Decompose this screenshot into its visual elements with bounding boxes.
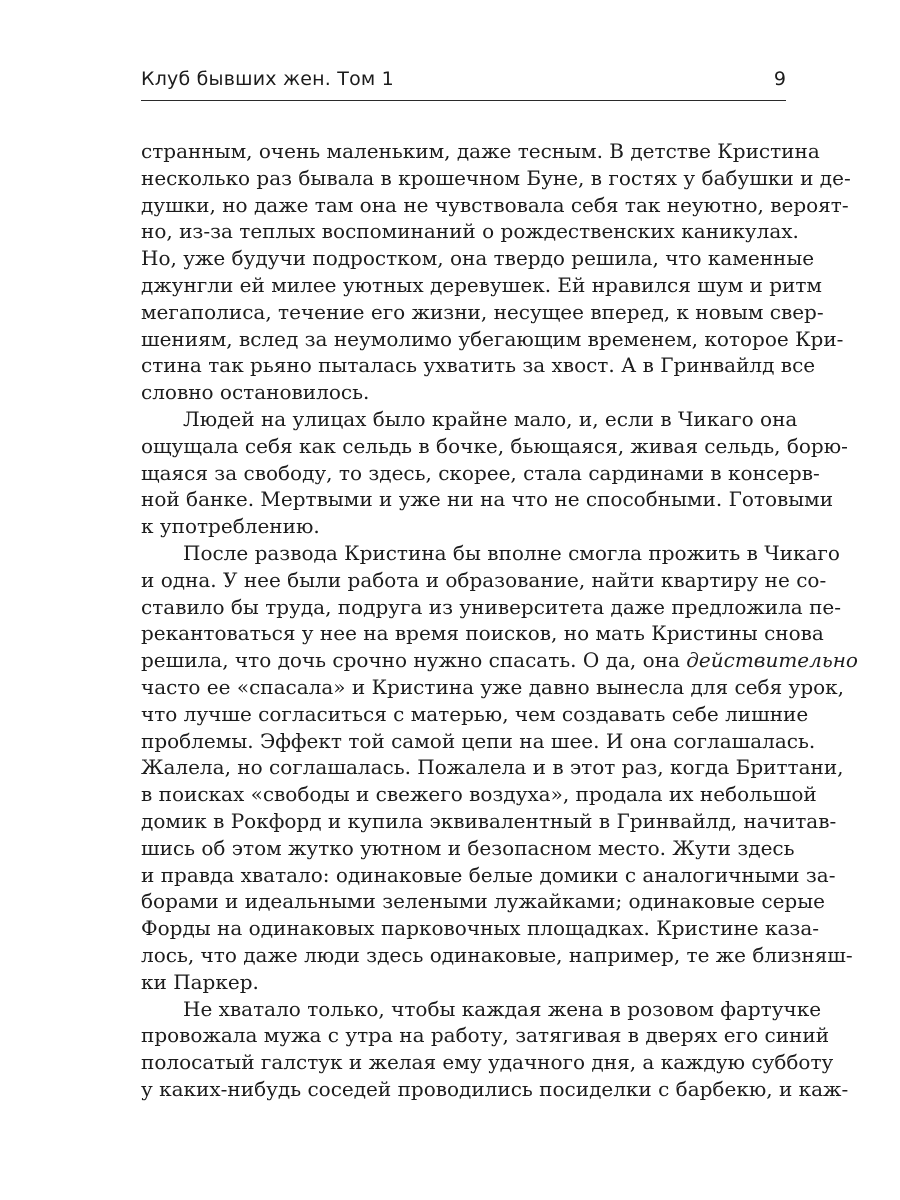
text-line: стина так рьяно пыталась ухватить за хвост. А в Гринвайлд все xyxy=(141,353,816,378)
text-line: словно остановилось. xyxy=(141,380,370,405)
running-header xyxy=(141,66,786,101)
text-line: ки Паркер. xyxy=(141,969,259,994)
text-line: рекантоваться у нее на время поисков, но мать Кристины снова xyxy=(141,621,824,646)
text-line: щаяся за свободу, то здесь, скорее, стала сардинами в консерв- xyxy=(141,460,820,485)
text-line: лось, что даже люди здесь одинаковые, например, те же близняш- xyxy=(141,942,853,967)
text-line: но, из-за теплых воспоминаний о рождественских каникулах. xyxy=(141,219,799,244)
text-line: полосатый галстук и желая ему удачного дня, а каждую субботу xyxy=(141,1050,834,1075)
text-line: в поисках «свободы и свежего воздуха», продала их небольшой xyxy=(141,782,817,807)
emphasis-word: действительно xyxy=(686,648,858,673)
text-line: Людей на улицах было крайне мало, и, если в Чикаго она xyxy=(183,406,798,431)
text-line: что лучше согласиться с матерью, чем создавать себе лишние xyxy=(141,701,809,726)
text-line: джунгли ей милее уютных деревушек. Ей нравился шум и ритм xyxy=(141,272,822,297)
text-line: провожала мужа с утра на работу, затягивая в дверях его синий xyxy=(141,1023,830,1048)
text-line: душки, но даже там она не чувствовала себя так неуютно, вероят- xyxy=(141,192,849,217)
page-number: 9 xyxy=(773,68,786,90)
text-line: Не хватало только, чтобы каждая жена в розовом фартучке xyxy=(183,996,822,1021)
text-line xyxy=(141,647,858,674)
text-line: и правда хватало: одинаковые белые домики с аналогичными за- xyxy=(141,862,836,887)
text-line: Жалела, но соглашалась. Пожалела и в этот раз, когда Бриттани, xyxy=(141,755,844,780)
text-line: домик в Рокфорд и купила эквивалентный в Гринвайлд, начитав- xyxy=(141,808,837,833)
text-line: шениям, вслед за неумолимо убегающим временем, которое Кри- xyxy=(141,326,844,351)
body-text xyxy=(141,138,858,1103)
text-line: борами и идеальными зелеными лужайками; одинаковые серые xyxy=(141,889,825,914)
text-line: шись об этом жутко уютном и безопасном место. Жути здесь xyxy=(141,835,795,860)
text-line: часто ее «спасала» и Кристина уже давно вынесла для себя урок, xyxy=(141,674,845,699)
text-fragment: решила, что дочь срочно нужно спасать. О да, она xyxy=(141,648,680,673)
text-line: Форды на одинаковых парковочных площадках. Кристине каза- xyxy=(141,916,820,941)
text-line: ощущала себя как сельдь в бочке, бьющаяся, живая сельдь, борю- xyxy=(141,433,848,458)
text-line: После развода Кристина бы вполне смогла прожить в Чикаго xyxy=(183,540,840,565)
text-line: к употреблению. xyxy=(141,514,320,539)
book-title: Клуб бывших жен. Том 1 xyxy=(141,68,394,90)
text-line: и одна. У нее были работа и образование, найти квартиру не со- xyxy=(141,567,827,592)
text-line: ставило бы труда, подруга из университета даже предложила пе- xyxy=(141,594,841,619)
text-line: у каких-нибудь соседей проводились посиделки с барбекю, и каж- xyxy=(141,1076,849,1101)
text-line: ной банке. Мертвыми и уже ни на что не способными. Готовыми xyxy=(141,487,834,512)
text-line: странным, очень маленьким, даже тесным. В детстве Кристина xyxy=(141,139,820,163)
text-line: проблемы. Эффект той самой цепи на шее. И она соглашалась. xyxy=(141,728,816,753)
text-line: Но, уже будучи подростком, она твердо решила, что каменные xyxy=(141,246,815,271)
text-line: несколько раз бывала в крошечном Буне, в гостях у бабушки и де- xyxy=(141,165,851,190)
text-line: мегаполиса, течение его жизни, несущее вперед, к новым свер- xyxy=(141,299,824,324)
